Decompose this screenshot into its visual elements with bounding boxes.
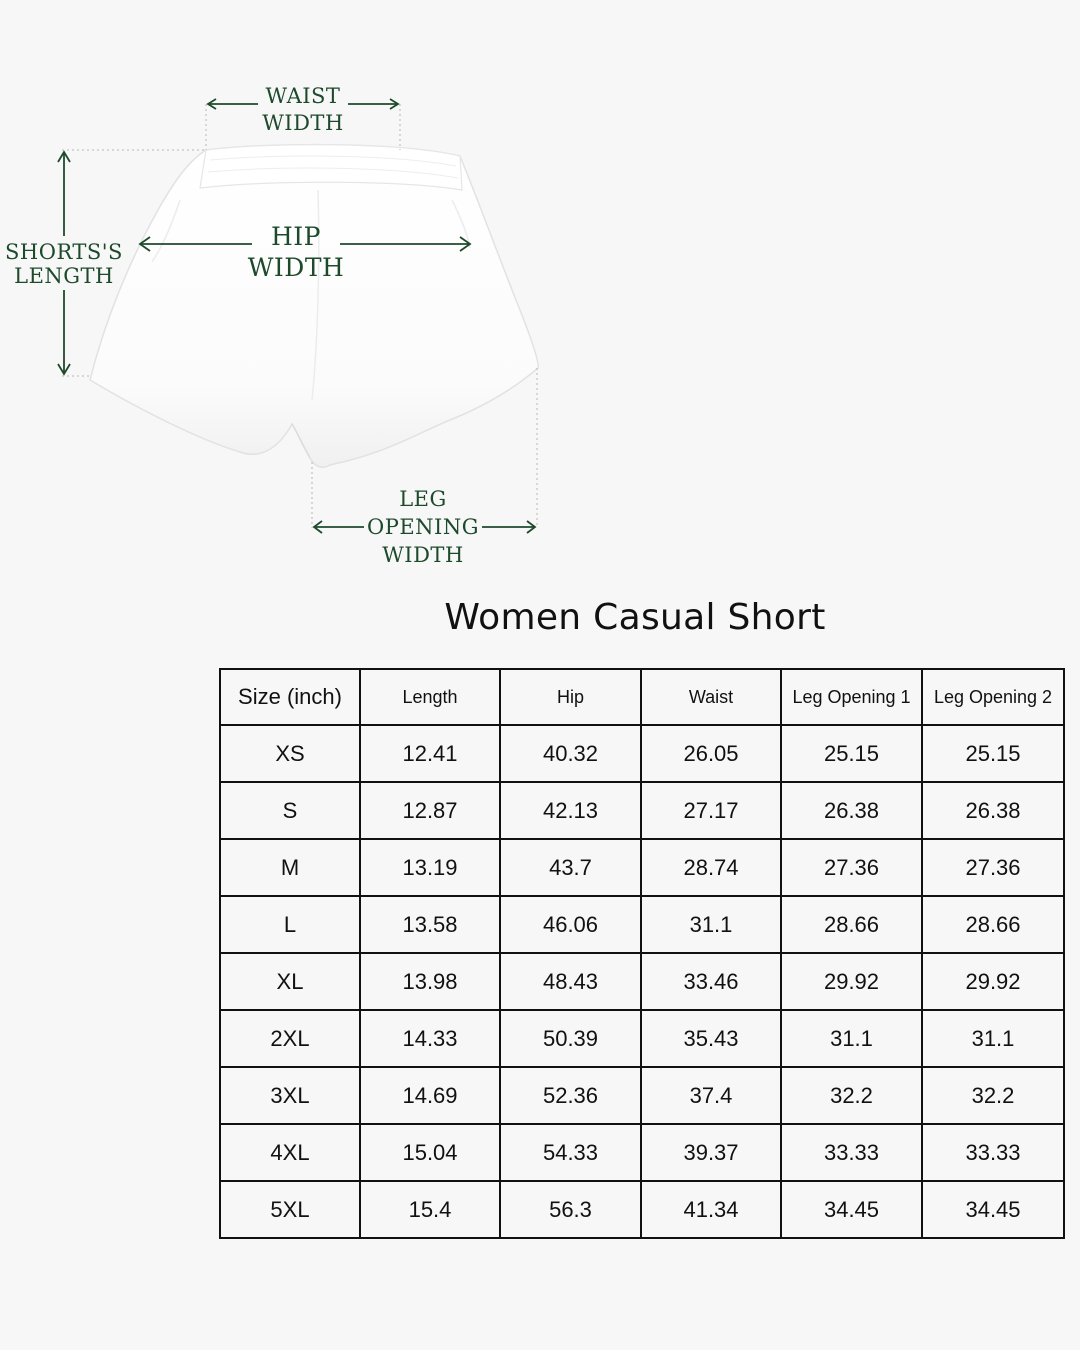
measurement-cell: 52.36 <box>500 1067 641 1124</box>
size-chart-table <box>219 668 1065 1239</box>
waist-label-line1: WAIST <box>265 84 341 108</box>
column-header: Waist <box>641 669 781 725</box>
column-header: Size (inch) <box>220 669 360 725</box>
column-header: Hip <box>500 669 641 725</box>
size-cell: L <box>220 896 360 953</box>
measurement-cell: 25.15 <box>922 725 1064 782</box>
measurement-cell: 28.74 <box>641 839 781 896</box>
measurement-cell: 35.43 <box>641 1010 781 1067</box>
measurement-cell: 34.45 <box>922 1181 1064 1238</box>
table-body <box>220 725 1064 1238</box>
table-header-row <box>220 669 1064 725</box>
length-label-line1: SHORTS'S <box>5 240 123 264</box>
column-header: Length <box>360 669 500 725</box>
measurement-cell: 29.92 <box>781 953 922 1010</box>
measurement-cell: 26.05 <box>641 725 781 782</box>
measurement-cell: 26.38 <box>781 782 922 839</box>
leg-label-line2: OPENING <box>367 515 479 539</box>
measurement-cell: 37.4 <box>641 1067 781 1124</box>
measurement-cell: 12.41 <box>360 725 500 782</box>
size-cell: 5XL <box>220 1181 360 1238</box>
table-row <box>220 725 1064 782</box>
hip-label-line2: WIDTH <box>247 253 345 282</box>
table-row <box>220 953 1064 1010</box>
column-header: Leg Opening 2 <box>922 669 1064 725</box>
measurement-cell: 29.92 <box>922 953 1064 1010</box>
table-row <box>220 839 1064 896</box>
measurement-cell: 15.04 <box>360 1124 500 1181</box>
table-row <box>220 1181 1064 1238</box>
shorts-illustration <box>90 145 538 468</box>
table-row <box>220 896 1064 953</box>
measurement-cell: 48.43 <box>500 953 641 1010</box>
measurement-cell: 31.1 <box>641 896 781 953</box>
leg-label-line3: WIDTH <box>382 543 464 567</box>
measurement-cell: 34.45 <box>781 1181 922 1238</box>
size-cell: XS <box>220 725 360 782</box>
waist-label-line2: WIDTH <box>262 111 344 135</box>
measurement-cell: 15.4 <box>360 1181 500 1238</box>
table-row <box>220 1010 1064 1067</box>
measurement-cell: 14.69 <box>360 1067 500 1124</box>
measurement-cell: 27.36 <box>781 839 922 896</box>
measurement-cell: 46.06 <box>500 896 641 953</box>
leg-label-line1: LEG <box>399 487 447 511</box>
measurement-cell: 32.2 <box>922 1067 1064 1124</box>
size-cell: 4XL <box>220 1124 360 1181</box>
measurement-cell: 41.34 <box>641 1181 781 1238</box>
measurement-cell: 50.39 <box>500 1010 641 1067</box>
measurement-cell: 33.33 <box>781 1124 922 1181</box>
measurement-cell: 39.37 <box>641 1124 781 1181</box>
measurement-cell: 31.1 <box>781 1010 922 1067</box>
measurement-cell: 25.15 <box>781 725 922 782</box>
measurement-cell: 31.1 <box>922 1010 1064 1067</box>
size-cell: M <box>220 839 360 896</box>
measurement-cell: 27.36 <box>922 839 1064 896</box>
measurement-cell: 27.17 <box>641 782 781 839</box>
size-cell: 2XL <box>220 1010 360 1067</box>
size-cell: XL <box>220 953 360 1010</box>
measurement-cell: 13.58 <box>360 896 500 953</box>
size-cell: 3XL <box>220 1067 360 1124</box>
length-label-line2: LENGTH <box>14 264 114 288</box>
measurement-cell: 26.38 <box>922 782 1064 839</box>
measurement-cell: 12.87 <box>360 782 500 839</box>
hip-label-line1: HIP <box>271 222 321 251</box>
measurement-cell: 13.19 <box>360 839 500 896</box>
measurement-cell: 40.32 <box>500 725 641 782</box>
measurement-cell: 43.7 <box>500 839 641 896</box>
size-cell: S <box>220 782 360 839</box>
measurement-cell: 32.2 <box>781 1067 922 1124</box>
measurement-cell: 28.66 <box>781 896 922 953</box>
measurement-cell: 13.98 <box>360 953 500 1010</box>
measurement-cell: 56.3 <box>500 1181 641 1238</box>
table-row <box>220 1124 1064 1181</box>
column-header: Leg Opening 1 <box>781 669 922 725</box>
measurement-cell: 42.13 <box>500 782 641 839</box>
table-row <box>220 1067 1064 1124</box>
measurement-cell: 28.66 <box>922 896 1064 953</box>
chart-title: Women Casual Short <box>444 597 826 638</box>
measurement-cell: 33.33 <box>922 1124 1064 1181</box>
shorts-measurement-diagram <box>0 0 1080 590</box>
measurement-cell: 33.46 <box>641 953 781 1010</box>
measurement-cell: 54.33 <box>500 1124 641 1181</box>
table-row <box>220 782 1064 839</box>
measurement-cell: 14.33 <box>360 1010 500 1067</box>
